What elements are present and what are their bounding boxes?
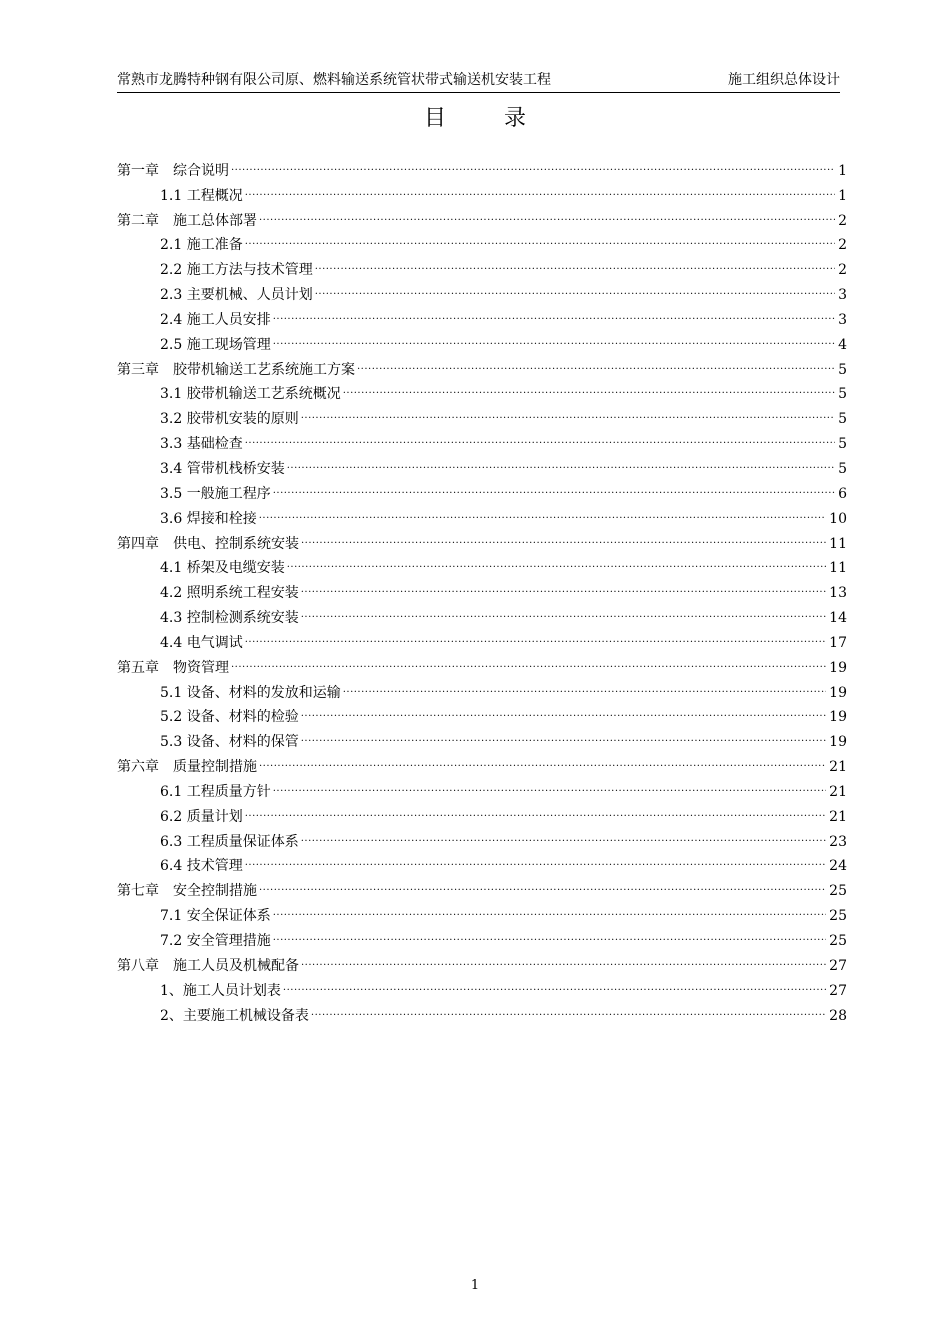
toc-entry-page: 1 xyxy=(838,162,847,179)
toc-dot-leader xyxy=(301,398,835,423)
toc-entry-page: 25 xyxy=(829,908,847,925)
toc-entry-label: 2.5 施工现场管理 xyxy=(160,336,271,353)
toc-title-char-1: 目 xyxy=(423,106,446,131)
toc-dot-leader xyxy=(301,945,826,970)
toc-entry-page: 3 xyxy=(838,287,847,304)
toc-dot-leader xyxy=(287,548,826,573)
toc-entry-label: 7.1 安全保证体系 xyxy=(160,908,271,925)
toc-dot-leader xyxy=(301,697,826,722)
toc-entry-page: 4 xyxy=(838,336,847,353)
toc-entry-label: 2.2 施工方法与技术管理 xyxy=(160,262,313,279)
toc-dot-leader xyxy=(259,746,826,771)
toc-entry-label: 第三章 胶带机输送工艺系统施工方案 xyxy=(117,361,355,378)
toc-entry-label: 第七章 安全控制措施 xyxy=(117,883,257,900)
toc-entry-label: 6.2 质量计划 xyxy=(160,808,243,825)
toc-section-entry[interactable] xyxy=(117,473,847,502)
toc-chapter-entry[interactable] xyxy=(117,349,847,378)
toc-entry-page: 2 xyxy=(838,237,847,254)
toc-entry-page: 5 xyxy=(838,460,847,477)
toc-dot-leader xyxy=(301,572,826,597)
toc-entry-label: 1.1 工程概况 xyxy=(160,187,243,204)
toc-section-entry[interactable] xyxy=(117,622,847,651)
toc-section-entry[interactable] xyxy=(117,498,847,527)
toc-section-entry[interactable] xyxy=(117,597,847,627)
header-project-title: 常熟市龙腾特种钢有限公司原、燃料输送系统管状带式输送机安装工程 xyxy=(117,72,551,88)
toc-section-entry[interactable] xyxy=(117,324,847,353)
toc-entry-label: 2.3 主要机械、人员计划 xyxy=(160,287,313,304)
toc-dot-leader xyxy=(311,995,826,1020)
toc-dot-leader xyxy=(343,374,835,399)
toc-entry-page: 5 xyxy=(838,361,847,378)
toc-section-entry[interactable] xyxy=(117,423,847,453)
toc-title-char-2: 录 xyxy=(504,106,527,131)
toc-entry-page: 14 xyxy=(829,610,847,627)
toc-dot-leader xyxy=(301,821,826,846)
toc-entry-page: 19 xyxy=(829,734,847,751)
toc-entry-label: 第八章 施工人员及机械配备 xyxy=(117,957,299,974)
toc-entry-page: 6 xyxy=(838,485,847,502)
toc-entry-label: 5.2 设备、材料的检验 xyxy=(160,709,299,726)
toc-section-entry[interactable] xyxy=(117,796,847,825)
toc-chapter-entry[interactable] xyxy=(117,150,847,179)
toc-section-entry[interactable] xyxy=(117,895,847,925)
toc-entry-label: 2、主要施工机械设备表 xyxy=(160,1007,309,1024)
toc-dot-leader xyxy=(343,672,826,697)
toc-dot-leader xyxy=(259,200,835,225)
page-number: 1 xyxy=(470,1278,480,1293)
table-of-contents xyxy=(117,150,847,1024)
toc-entry-label: 7.2 安全管理措施 xyxy=(160,933,271,949)
toc-dot-leader xyxy=(245,225,835,250)
toc-entry-page: 13 xyxy=(829,585,847,602)
toc-entry-page: 17 xyxy=(829,634,847,651)
toc-entry-label: 第二章 施工总体部署 xyxy=(117,212,257,229)
toc-chapter-entry[interactable] xyxy=(117,200,847,229)
toc-entry-page: 11 xyxy=(829,560,847,577)
toc-entry-label: 第五章 物资管理 xyxy=(117,659,229,676)
toc-dot-leader xyxy=(231,150,835,175)
toc-entry-label: 6.3 工程质量保证体系 xyxy=(160,833,299,850)
toc-entry-page: 21 xyxy=(829,759,847,776)
toc-chapter-entry[interactable] xyxy=(117,945,847,974)
toc-section-entry[interactable] xyxy=(117,274,847,304)
toc-section-entry[interactable] xyxy=(117,225,847,254)
toc-chapter-entry[interactable] xyxy=(117,647,847,676)
toc-entry-label: 3.1 胶带机输送工艺系统概况 xyxy=(160,386,341,403)
toc-entry-label: 4.1 桥架及电缆安装 xyxy=(160,560,285,577)
toc-entry-label: 3.4 管带机栈桥安装 xyxy=(160,460,285,477)
toc-entry-label: 6.4 技术管理 xyxy=(160,858,243,875)
toc-dot-leader xyxy=(259,870,826,895)
toc-entry-label: 3.5 一般施工程序 xyxy=(160,485,271,502)
toc-dot-leader xyxy=(273,771,826,796)
toc-entry-label: 3.3 基础检查 xyxy=(160,436,243,453)
toc-entry-page: 27 xyxy=(829,982,847,999)
toc-dot-leader xyxy=(357,349,835,374)
toc-entry-page: 5 xyxy=(838,436,847,453)
toc-chapter-entry[interactable] xyxy=(117,523,847,552)
toc-section-entry[interactable] xyxy=(117,572,847,602)
toc-entry-page: 3 xyxy=(838,311,847,328)
toc-entry-label: 6.1 工程质量方针 xyxy=(160,783,271,800)
toc-entry-page: 5 xyxy=(838,386,847,403)
toc-section-entry[interactable] xyxy=(117,398,847,428)
toc-dot-leader xyxy=(245,622,826,647)
toc-entry-page: 25 xyxy=(829,883,847,900)
toc-dot-leader xyxy=(301,721,826,746)
toc-entry-label: 第四章 供电、控制系统安装 xyxy=(117,535,299,552)
toc-section-entry[interactable] xyxy=(117,448,847,477)
toc-entry-page: 2 xyxy=(838,262,847,279)
toc-dot-leader xyxy=(315,274,835,299)
toc-entry-page: 28 xyxy=(829,1007,847,1024)
toc-dot-leader xyxy=(259,498,826,523)
toc-dot-leader xyxy=(283,970,826,995)
toc-entry-label: 3.2 胶带机安装的原则 xyxy=(160,411,299,428)
toc-entry-label: 5.1 设备、材料的发放和运输 xyxy=(160,684,341,701)
toc-entry-page: 11 xyxy=(829,535,847,552)
toc-entry-page: 1 xyxy=(838,187,847,204)
toc-section-entry[interactable] xyxy=(117,920,847,949)
toc-entry-page: 10 xyxy=(829,510,847,527)
toc-entry-label: 第一章 综合说明 xyxy=(117,162,229,179)
toc-entry-page: 19 xyxy=(829,659,847,676)
toc-entry-page: 21 xyxy=(829,783,847,800)
toc-section-entry[interactable] xyxy=(117,548,847,577)
toc-section-entry[interactable] xyxy=(117,821,847,850)
toc-dot-leader xyxy=(231,647,826,672)
toc-entry-page: 5 xyxy=(838,411,847,428)
toc-dot-leader xyxy=(301,597,826,622)
toc-entry-label: 1、施工人员计划表 xyxy=(160,982,281,999)
toc-entry-page: 19 xyxy=(829,709,847,726)
toc-dot-leader xyxy=(273,920,826,945)
toc-entry-page: 2 xyxy=(838,212,847,229)
toc-section-entry[interactable] xyxy=(117,995,847,1024)
toc-entry-label: 4.2 照明系统工程安装 xyxy=(160,585,299,602)
toc-entry-label: 4.4 电气调试 xyxy=(160,634,243,651)
toc-section-entry[interactable] xyxy=(117,771,847,800)
page-header xyxy=(117,70,840,93)
toc-section-entry[interactable] xyxy=(117,175,847,204)
toc-dot-leader xyxy=(273,473,835,498)
toc-section-entry[interactable] xyxy=(117,697,847,726)
toc-chapter-entry[interactable] xyxy=(117,870,847,900)
toc-dot-leader xyxy=(301,523,826,548)
toc-dot-leader xyxy=(245,423,835,448)
toc-section-entry[interactable] xyxy=(117,374,847,403)
toc-section-entry[interactable] xyxy=(117,299,847,328)
toc-dot-leader xyxy=(245,796,826,821)
toc-entry-page: 19 xyxy=(829,684,847,701)
toc-section-entry[interactable] xyxy=(117,721,847,751)
toc-entry-page: 27 xyxy=(829,957,847,974)
toc-entry-label: 4.3 控制检测系统安装 xyxy=(160,610,299,627)
toc-title xyxy=(0,104,950,134)
toc-dot-leader xyxy=(273,895,826,920)
toc-entry-page: 25 xyxy=(829,933,847,949)
toc-entry-page: 24 xyxy=(829,858,847,875)
toc-entry-page: 21 xyxy=(829,808,847,825)
toc-section-entry[interactable] xyxy=(117,249,847,279)
toc-chapter-entry[interactable] xyxy=(117,746,847,776)
toc-entry-page: 23 xyxy=(829,833,847,850)
toc-dot-leader xyxy=(245,846,826,871)
toc-dot-leader xyxy=(287,448,835,473)
toc-dot-leader xyxy=(315,249,835,274)
toc-entry-label: 5.3 设备、材料的保管 xyxy=(160,734,299,751)
toc-dot-leader xyxy=(273,324,835,349)
toc-dot-leader xyxy=(245,175,835,200)
toc-section-entry[interactable] xyxy=(117,672,847,701)
toc-dot-leader xyxy=(273,299,835,324)
toc-section-entry[interactable] xyxy=(117,970,847,999)
toc-section-entry[interactable] xyxy=(117,846,847,875)
toc-entry-label: 3.6 焊接和栓接 xyxy=(160,510,257,527)
toc-entry-label: 2.1 施工准备 xyxy=(160,237,243,254)
toc-entry-label: 2.4 施工人员安排 xyxy=(160,311,271,328)
header-document-type: 施工组织总体设计 xyxy=(728,72,840,88)
toc-entry-label: 第六章 质量控制措施 xyxy=(117,759,257,776)
